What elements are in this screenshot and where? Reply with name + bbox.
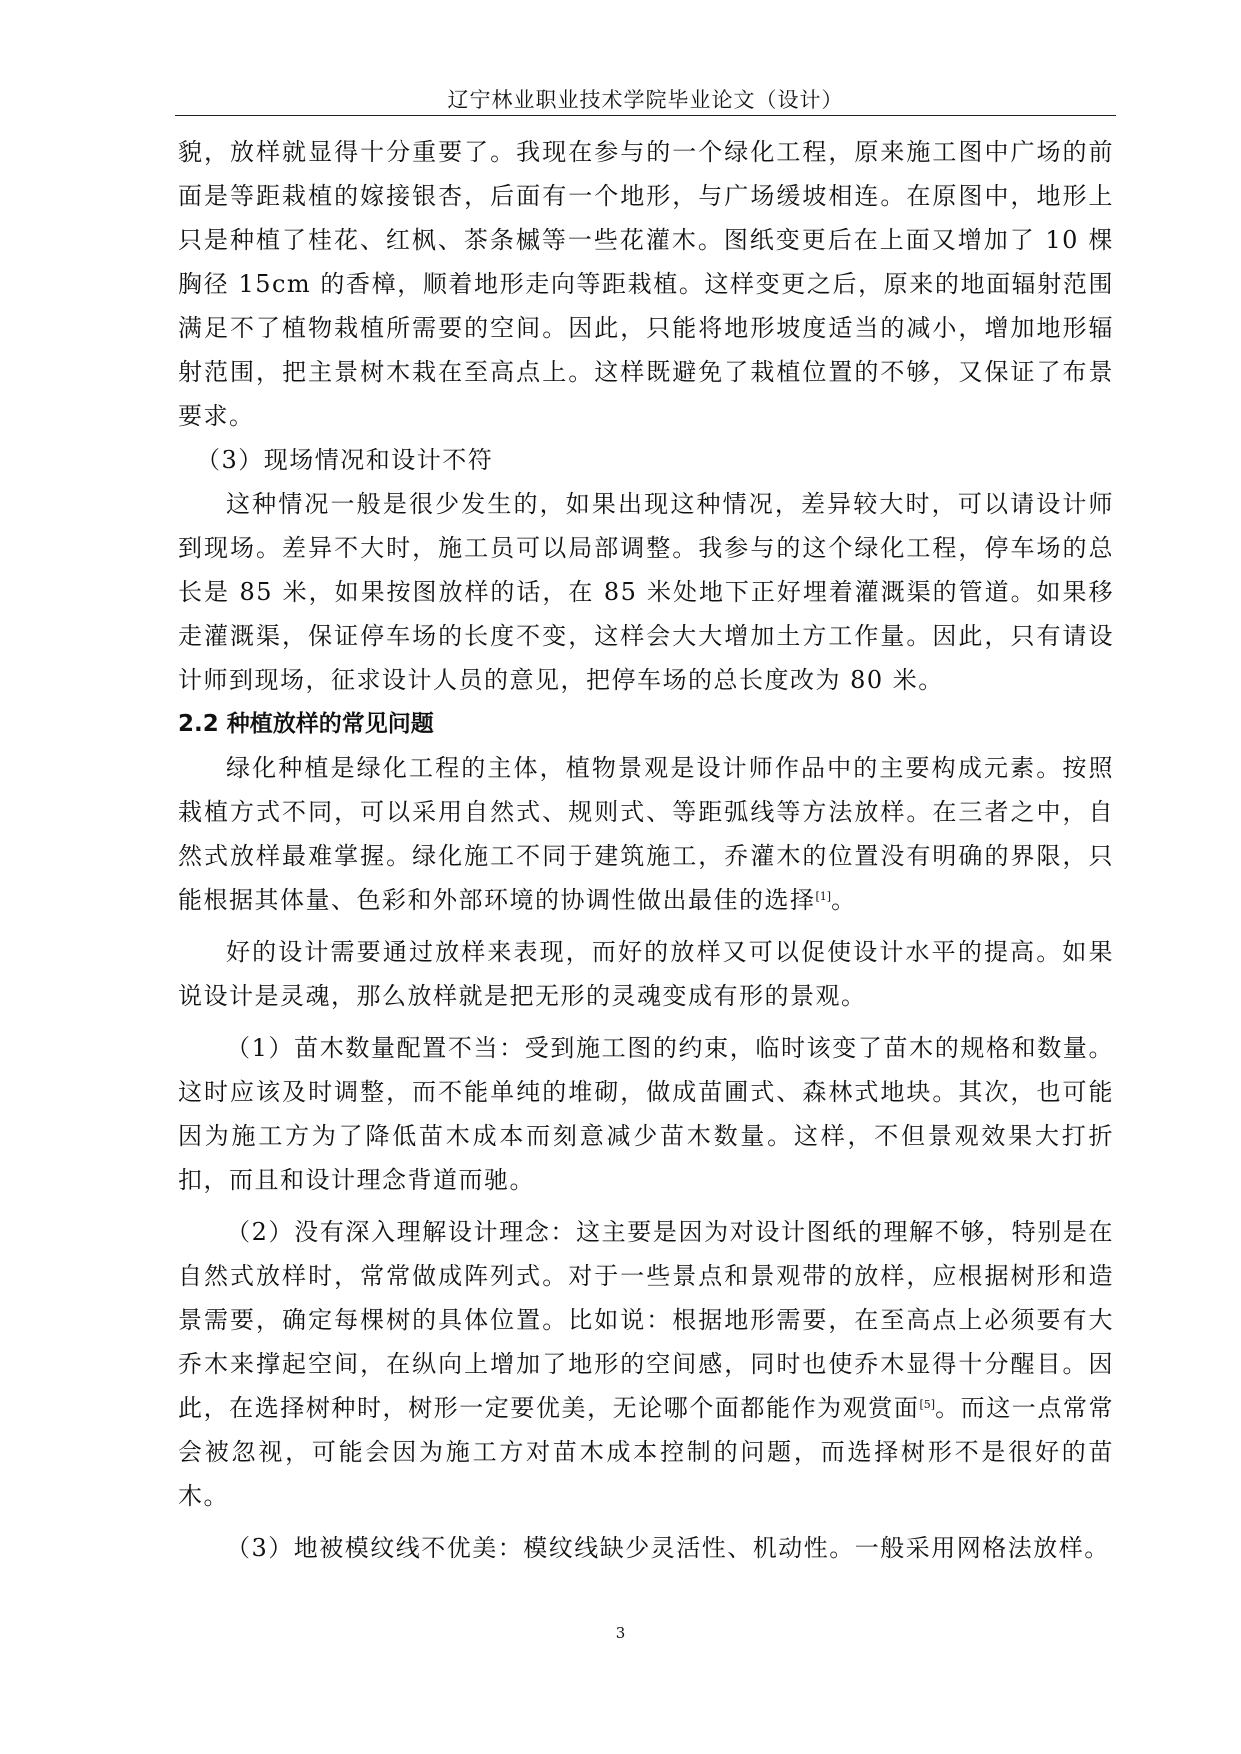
paragraph-text-end: 。 (831, 886, 857, 914)
paragraph-text: （2）没有深入理解设计理念：这主要是因为对设计图纸的理解不够，特别是在自然式放样时，常常做成阵列式。对于一些景点和景观带的放样，应根据树形和造景需要，确定每棵树的具体位置。比如说：根据地形需要，在至高点上必须要有大乔木来撑起空间，在纵向上增加了地形的空间感，同时也使乔木显得十分醒目。因此，在选择树种时，树形一定要优美，无论哪个面都能作为观赏面 (178, 1218, 1114, 1422)
paragraph-ground-cover: （3）地被模纹线不优美：模纹线缺少灵活性、机动性。一般采用网格法放样。 (226, 1534, 1110, 1562)
paragraph-text: 绿化种植是绿化工程的主体，植物景观是设计师作品中的主要构成元素。按照栽植方式不同，可以采用自然式、规则式、等距弧线等方法放样。在三者之中，自然式放样最难掌握。绿化施工不同于建筑施工，乔灌木的位置没有明确的界限，只能根据其体量、色彩和外部环境的协调性做出最佳的选择 (178, 754, 1114, 914)
paragraph-design-soul: 好的设计需要通过放样来表现，而好的放样又可以促使设计水平的提高。如果说设计是灵魂，那么放样就是把无形的灵魂变成有形的景观。 (178, 938, 1114, 1010)
page-body (178, 130, 1114, 1570)
section-heading: 2.2 种植放样的常见问题 (178, 711, 434, 737)
citation-ref: [1] (815, 890, 832, 903)
page-number: 3 (615, 1624, 626, 1642)
citation-ref: [5] (919, 1398, 936, 1411)
subheading-site-mismatch: （3）现场情况和设计不符 (196, 446, 494, 474)
header-title: 辽宁林业职业技术学院毕业论文（设计） (447, 88, 844, 112)
paragraph-site-mismatch: 这种情况一般是很少发生的，如果出现这种情况，差异较大时，可以请设计师到现场。差异不大时，施工员可以局部调整。我参与的这个绿化工程，停车场的总长是 85 米，如果按图放样的话，在 85 米处地下正好埋着灌溉渠的管道。如果移走灌溉渠，保证停车场的长度不变，这样会大大增加土方工作量。因此，只有请设计师到现场，征求设计人员的意见，把停车场的总长度改为 80 米。 (178, 490, 1114, 694)
paragraph-planting-intro (178, 746, 1114, 922)
paragraph-text-end: 。而这一点常常会被忽视，可能会因为施工方对苗木成本控制的问题，而选择树形不是很好的苗木。 (178, 1394, 1114, 1510)
running-header (175, 88, 1116, 116)
paragraph-continued: 貌，放样就显得十分重要了。我现在参与的一个绿化工程，原来施工图中广场的前面是等距栽植的嫁接银杏，后面有一个地形，与广场缓坡相连。在原图中，地形上只是种植了桂花、红枫、茶条槭等一些花灌木。图纸变更后在上面又增加了 10 棵胸径 15cm 的香樟，顺着地形走向等距栽植。这样变更之后，原来的地面辐射范围满足不了植物栽植所需要的空间。因此，只能将地形坡度适当的减小，增加地形辐射范围，把主景树木栽在至高点上。这样既避免了栽植位置的不够，又保证了布景要求。 (178, 138, 1114, 430)
paragraph-design-concept (178, 1210, 1114, 1518)
paragraph-seedling-quantity: （1）苗木数量配置不当：受到施工图的约束，临时该变了苗木的规格和数量。这时应该及时调整，而不能单纯的堆砌，做成苗圃式、森林式地块。其次，也可能因为施工方为了降低苗木成本而刻意减少苗木数量。这样，不但景观效果大打折扣，而且和设计理念背道而驰。 (178, 1034, 1114, 1194)
